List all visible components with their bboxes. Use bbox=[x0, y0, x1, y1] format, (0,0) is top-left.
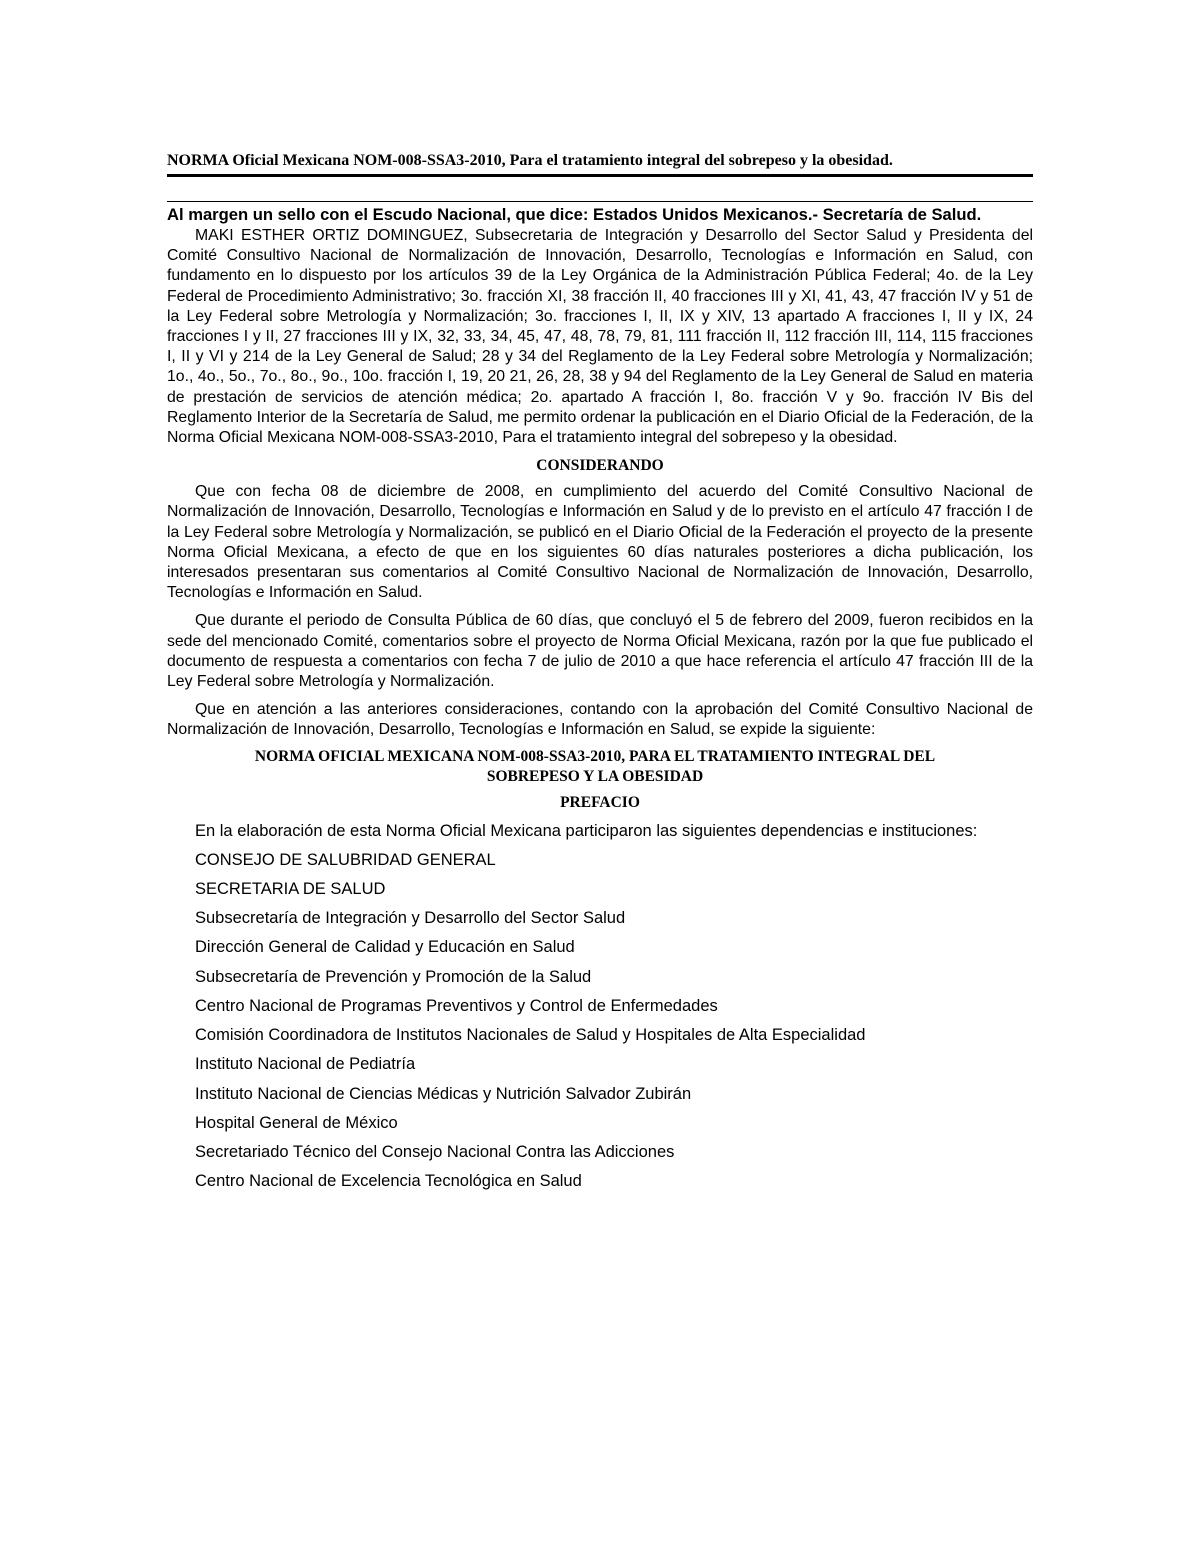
prefacio-heading: PREFACIO bbox=[560, 793, 640, 811]
document-title: NORMA Oficial Mexicana NOM-008-SSA3-2010, Para el tratamiento integral del sobrepeso y la obesidad. bbox=[167, 150, 1033, 177]
list-item: Centro Nacional de Programas Preventivos y Control de Enfermedades bbox=[195, 996, 718, 1015]
list-item: Hospital General de México bbox=[195, 1113, 398, 1132]
considerando-paragraph: Que en atención a las anteriores consideraciones, contando con la aprobación del Comité Consultivo Nacional de Normalización de Innovación, Desarrollo, Tecnologías e Información en Salud, se expide la siguiente: bbox=[167, 701, 1033, 739]
list-item: Secretariado Técnico del Consejo Nacional Contra las Adicciones bbox=[195, 1142, 675, 1161]
document-page bbox=[167, 150, 1033, 1196]
considerando-paragraph: Que con fecha 08 de diciembre de 2008, en cumplimiento del acuerdo del Comité Consultivo Nacional de Normalización de Innovación, Desarrollo, Tecnologías e Información en Salud y de lo previsto en el artículo 47 fracción I de la Ley Federal sobre Metrología y Normalización, se publicó en el Diario Oficial de la Federación el proyecto de la presente Norma Oficial Mexicana, a efecto de que en los siguientes 60 días naturales posteriores a dicha publicación, los interesados presentaran sus comentarios al Comité Consultivo Nacional de Normalización de Innovación, Desarrollo, Tecnologías e Información en Salud. bbox=[167, 483, 1033, 602]
institutions-list bbox=[167, 846, 1033, 1196]
list-item: Subsecretaría de Prevención y Promoción de la Salud bbox=[195, 967, 592, 986]
considerando-paragraph: Que durante el periodo de Consulta Pública de 60 días, que concluyó el 5 de febrero del 2009, fueron recibidos en la sede del mencionado Comité, comentarios sobre el proyecto de Norma Oficial Mexicana, razón por la que fue publicado el documento de respuesta a comentarios con fecha 7 de julio de 2010 a que hace referencia el artículo 47 fracción III de la Ley Federal sobre Metrología y Normalización. bbox=[167, 612, 1033, 691]
stamp-notice: Al margen un sello con el Escudo Nacional, que dice: Estados Unidos Mexicanos.- Secretaría de Salud. bbox=[167, 201, 1033, 226]
list-item: Comisión Coordinadora de Institutos Nacionales de Salud y Hospitales de Alta Especialidad bbox=[195, 1026, 866, 1045]
list-item: SECRETARIA DE SALUD bbox=[195, 880, 386, 899]
list-item: Instituto Nacional de Ciencias Médicas y Nutrición Salvador Zubirán bbox=[195, 1084, 692, 1103]
list-item: Centro Nacional de Excelencia Tecnológica en Salud bbox=[195, 1172, 582, 1191]
prefacio-intro: En la elaboración de esta Norma Oficial Mexicana participaron las siguientes dependencias e instituciones: bbox=[195, 821, 978, 840]
considerando-heading: CONSIDERANDO bbox=[536, 457, 664, 475]
list-item: Subsecretaría de Integración y Desarrollo del Sector Salud bbox=[195, 909, 626, 928]
list-item: CONSEJO DE SALUBRIDAD GENERAL bbox=[195, 850, 496, 869]
intro-paragraph: MAKI ESTHER ORTIZ DOMINGUEZ, Subsecretaria de Integración y Desarrollo del Sector Salud y Presidenta del Comité Consultivo Nacional de Normalización de Innovación, Desarrollo, Tecnologías e Información en Salud, con fundamento en lo dispuesto por los artículos 39 de la Ley Orgánica de la Administración Pública Federal; 4o. de la Ley Federal de Procedimiento Administrativo; 3o. fracción XI, 38 fracción II, 40 fracciones III y XI, 41, 43, 47 fracción IV y 51 de la Ley Federal sobre Metrología y Normalización; 3o. fracciones I, II, IX y XIV, 13 apartado A fracciones I, II y IX, 24 fracciones I y II, 27 fracciones III y IX, 32, 33, 34, 45, 47, 48, 78, 79, 81, 111 fracción II, 112 fracción III, 114, 115 fracciones I, II y VI y 214 de la Ley General de Salud; 28 y 34 del Reglamento de la Ley Federal sobre Metrología y Normalización; 1o., 4o., 5o., 7o., 8o., 9o., 10o. fracción I, 19, 20 21, 26, 28, 38 y 94 del Reglamento de la Ley General de Salud en materia de prestación de servicios de atención médica; 2o. apartado A fracción I, 8o. fracción V y 9o. fracción IV Bis del Reglamento Interior de la Secretaría de Salud, me permito ordenar la publicación en el Diario Oficial de la Federación, de la Norma Oficial Mexicana NOM-008-SSA3-2010, Para el tratamiento integral del sobrepeso y la obesidad. bbox=[167, 227, 1033, 447]
norma-heading: NORMA OFICIAL MEXICANA NOM-008-SSA3-2010, PARA EL TRATAMIENTO INTEGRAL DEL SOBREPESO Y LA OBESIDAD bbox=[254, 747, 936, 785]
list-item: Instituto Nacional de Pediatría bbox=[195, 1055, 416, 1074]
list-item: Dirección General de Calidad y Educación en Salud bbox=[195, 938, 575, 957]
